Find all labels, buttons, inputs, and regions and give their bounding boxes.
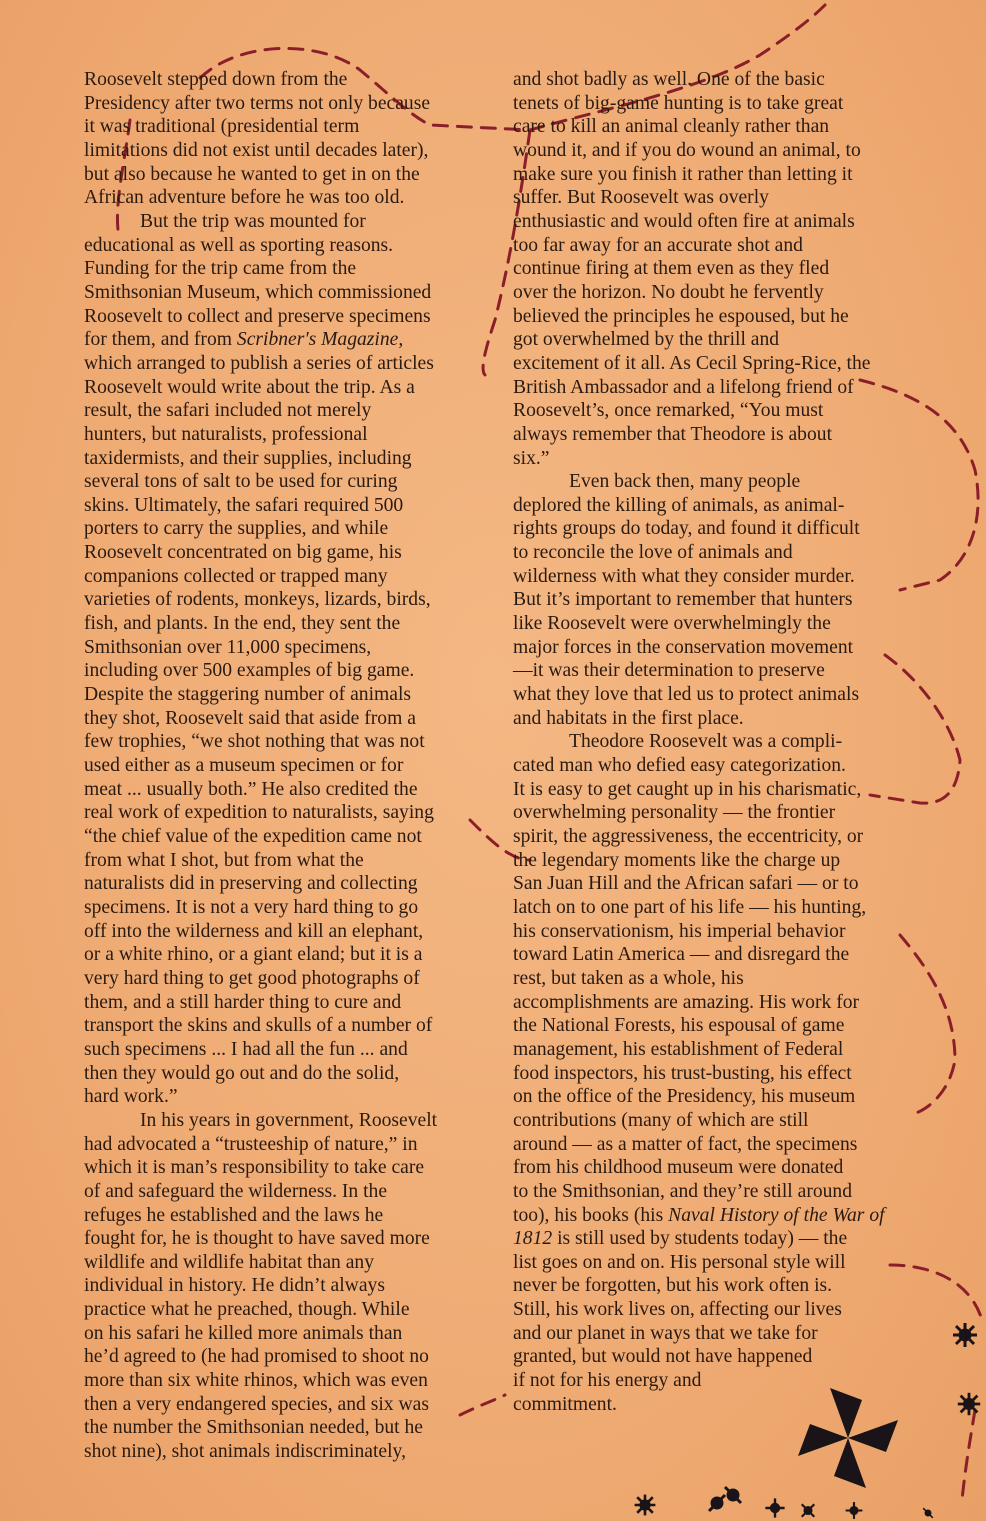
text-line: meat ... usually both.” He also credited the bbox=[84, 778, 418, 800]
text-line: educational as well as sporting reasons. bbox=[84, 234, 394, 256]
text-line: Roosevelt would write about the trip. As a bbox=[84, 376, 415, 398]
text-line: porters to carry the supplies, and while bbox=[84, 518, 389, 540]
paragraph-start-line: In his years in government, Roosevelt bbox=[140, 1109, 438, 1131]
text-line: taxidermists, and their supplies, including bbox=[84, 447, 412, 469]
text-segment: for them, and from bbox=[84, 329, 237, 351]
footprint-icon bbox=[915, 1505, 941, 1521]
text-line: naturalists did in preserving and collecting bbox=[84, 873, 418, 895]
text-line: it was traditional (presidential term bbox=[84, 116, 360, 138]
text-line: —it was their determination to preserve bbox=[513, 660, 825, 682]
text-line: practice what he preached, though. While bbox=[84, 1299, 410, 1321]
text-line: including over 500 examples of big game. bbox=[84, 660, 415, 682]
text-line: Roosevelt’s, once remarked, “You must bbox=[513, 400, 824, 422]
text-line: Smithsonian over 11,000 specimens, bbox=[84, 636, 372, 658]
text-line: he’d agreed to (he had promised to shoot no bbox=[84, 1346, 429, 1368]
text-line: wildlife and wildlife habitat than any bbox=[84, 1251, 375, 1273]
text-line: Funding for the trip came from the bbox=[84, 258, 357, 280]
text-line: more than six white rhinos, which was even bbox=[84, 1370, 428, 1392]
text-line: African adventure before he was too old. bbox=[84, 187, 405, 209]
text-line: had advocated a “trusteeship of nature,” in bbox=[84, 1133, 418, 1155]
text-line: Still, his work lives on, affecting our lives bbox=[513, 1299, 842, 1321]
text-line: his conservationism, his imperial behavior bbox=[513, 920, 846, 942]
text-line bbox=[513, 1204, 933, 1228]
text-line: food inspectors, his trust-busting, his effect bbox=[513, 1062, 852, 1084]
text-line: suffer. But Roosevelt was overly bbox=[513, 187, 769, 209]
text-line: few trophies, “we shot nothing that was not bbox=[84, 731, 425, 753]
paragraph-start-line: But the trip was mounted for bbox=[140, 210, 366, 232]
text-line: to reconcile the love of animals and bbox=[513, 542, 793, 564]
text-line: It is easy to get caught up in his charismatic, bbox=[513, 778, 862, 800]
text-line: British Ambassador and a lifelong friend of bbox=[513, 376, 854, 398]
text-line: excitement of it all. As Cecil Spring-Rice, the bbox=[513, 352, 871, 374]
text-line: fought for, he is thought to have saved more bbox=[84, 1228, 430, 1250]
compass-rose-icon bbox=[790, 1380, 906, 1496]
text-line: several tons of salt to be used for curing bbox=[84, 471, 398, 493]
text-line: from his childhood museum were donated bbox=[513, 1157, 844, 1179]
text-line: varieties of rodents, monkeys, lizards, birds, bbox=[84, 589, 431, 611]
text-line: refuges he established and the laws he bbox=[84, 1204, 384, 1226]
text-line: Roosevelt stepped down from the bbox=[84, 69, 348, 90]
article-left-column bbox=[84, 68, 494, 1464]
text-line: San Juan Hill and the African safari — or to bbox=[513, 873, 859, 895]
footprint-icon bbox=[795, 1500, 821, 1521]
footprint-icon bbox=[632, 1492, 658, 1518]
text-line: on his safari he killed more animals than bbox=[84, 1322, 403, 1344]
text-line: list goes on and on. His personal style will bbox=[513, 1251, 846, 1273]
text-line: over the horizon. No doubt he fervently bbox=[513, 281, 824, 303]
text-line: “the chief value of the expedition came not bbox=[84, 826, 422, 847]
text-line: around — as a matter of fact, the specimens bbox=[513, 1133, 858, 1155]
footprint-icon bbox=[760, 1496, 790, 1520]
text-line: granted, but would not have happened bbox=[513, 1346, 813, 1368]
text-line: real work of expedition to naturalists, saying bbox=[84, 802, 434, 824]
text-line: and our planet in ways that we take for bbox=[513, 1322, 818, 1344]
text-line: believed the principles he espoused, but he bbox=[513, 305, 849, 327]
text-line: rights groups do today, and found it difficult bbox=[513, 518, 860, 540]
text-line: contributions (many of which are still bbox=[513, 1109, 809, 1131]
text-line: major forces in the conservation movement bbox=[513, 636, 854, 658]
text-line: such specimens ... I had all the fun ... and bbox=[84, 1038, 408, 1060]
text-line: wilderness with what they consider murder. bbox=[513, 565, 855, 587]
text-line: very hard thing to get good photographs of bbox=[84, 967, 420, 989]
text-line: off into the wilderness and kill an elephant, bbox=[84, 920, 424, 942]
text-line: Roosevelt concentrated on big game, his bbox=[84, 542, 402, 564]
paragraph-start-line: Even back then, many people bbox=[569, 471, 801, 493]
text-line: toward Latin America — and disregard the bbox=[513, 944, 850, 966]
text-line: accomplishments are amazing. His work for bbox=[513, 991, 860, 1013]
text-line: they shot, Roosevelt said that aside from a bbox=[84, 707, 416, 729]
text-line: what they love that led us to protect animals bbox=[513, 684, 860, 706]
text-line: used either as a museum specimen or for bbox=[84, 755, 404, 777]
text-line: on the office of the Presidency, his museum bbox=[513, 1086, 856, 1108]
text-line: care to kill an animal cleanly rather than bbox=[513, 116, 830, 138]
text-line: But it’s important to remember that hunters bbox=[513, 589, 853, 611]
text-line: to the Smithsonian, and they’re still around bbox=[513, 1180, 853, 1202]
text-line: spirit, the aggressiveness, the eccentricity, or bbox=[513, 826, 864, 847]
book-title: 1812 bbox=[513, 1228, 553, 1250]
text-line: hunters, but naturalists, professional bbox=[84, 423, 368, 445]
text-line: or a white rhino, or a giant eland; but it is a bbox=[84, 944, 423, 966]
footprint-icon bbox=[840, 1500, 868, 1521]
footprint-icon bbox=[705, 1483, 745, 1517]
text-line: tenets of big-game hunting is to take great bbox=[513, 92, 844, 114]
text-line: cated man who defied easy categorization. bbox=[513, 755, 846, 777]
text-line: latch on to one part of his life — his hunting, bbox=[513, 896, 867, 918]
text-line: but also because he wanted to get in on the bbox=[84, 163, 420, 185]
text-line: from what I shot, but from what the bbox=[84, 849, 364, 871]
text-line bbox=[84, 328, 494, 352]
text-line: result, the safari included not merely bbox=[84, 400, 372, 422]
text-line: wound it, and if you do wound an animal, to bbox=[513, 139, 861, 161]
text-line: deplored the killing of animals, as animal- bbox=[513, 494, 845, 516]
text-line: and habitats in the first place. bbox=[513, 707, 744, 729]
text-line: hard work.” bbox=[84, 1086, 178, 1108]
footprint-icon bbox=[955, 1390, 983, 1418]
text-line: Presidency after two terms not only because bbox=[84, 92, 431, 114]
text-line: like Roosevelt were overwhelmingly the bbox=[513, 613, 831, 635]
text-line: fish, and plants. In the end, they sent the bbox=[84, 613, 401, 635]
text-line: Smithsonian Museum, which commissioned bbox=[84, 281, 432, 303]
text-line: companions collected or trapped many bbox=[84, 565, 388, 587]
text-line: shot nine), shot animals indiscriminately, bbox=[84, 1441, 406, 1463]
article-right-column bbox=[513, 68, 933, 1416]
text-line: commitment. bbox=[513, 1393, 617, 1415]
text-line: too far away for an accurate shot and bbox=[513, 234, 803, 256]
text-line: management, his establishment of Federal bbox=[513, 1038, 844, 1060]
text-line: transport the skins and skulls of a number of bbox=[84, 1015, 433, 1037]
paragraph-start-line: Theodore Roosevelt was a compli- bbox=[569, 731, 843, 753]
text-line: then they would go out and do the solid, bbox=[84, 1062, 400, 1084]
text-line: never be forgotten, but his work often is. bbox=[513, 1275, 833, 1297]
text-line: which arranged to publish a series of articles bbox=[84, 352, 434, 374]
footprint-icon bbox=[950, 1320, 980, 1350]
text-line: Roosevelt to collect and preserve specimens bbox=[84, 305, 431, 327]
text-line: got overwhelmed by the thrill and bbox=[513, 329, 780, 351]
book-title: Naval History of the War of bbox=[668, 1204, 885, 1226]
text-segment: too), his books (his bbox=[513, 1204, 669, 1226]
text-line: Despite the staggering number of animals bbox=[84, 684, 412, 706]
text-line: six.” bbox=[513, 447, 550, 469]
text-line: enthusiastic and would often fire at animals bbox=[513, 210, 855, 232]
text-line: the legendary moments like the charge up bbox=[513, 849, 841, 871]
magazine-title: Scribner's Magazine, bbox=[236, 329, 404, 351]
text-line: if not for his energy and bbox=[513, 1370, 702, 1392]
text-line: then a very endangered species, and six was bbox=[84, 1393, 429, 1415]
text-line: always remember that Theodore is about bbox=[513, 423, 833, 445]
text-segment: is still used by students today) — the bbox=[552, 1228, 848, 1250]
text-line: the number the Smithsonian needed, but he bbox=[84, 1417, 424, 1439]
text-line: them, and a still harder thing to cure and bbox=[84, 991, 402, 1013]
text-line: the National Forests, his espousal of game bbox=[513, 1015, 845, 1037]
text-line: rest, but taken as a whole, his bbox=[513, 967, 744, 989]
text-line: and shot badly as well. One of the basic bbox=[513, 69, 825, 90]
text-line: specimens. It is not a very hard thing to go bbox=[84, 896, 419, 918]
text-line: make sure you finish it rather than letting it bbox=[513, 163, 853, 185]
text-line: of and safeguard the wilderness. In the bbox=[84, 1180, 388, 1202]
text-line: continue firing at them even as they fled bbox=[513, 258, 830, 280]
text-line: limitations did not exist until decades later), bbox=[84, 139, 429, 161]
text-line: skins. Ultimately, the safari required 500 bbox=[84, 494, 404, 516]
text-line: individual in history. He didn’t always bbox=[84, 1275, 385, 1297]
text-line: which it is man’s responsibility to take care bbox=[84, 1157, 425, 1179]
text-line bbox=[513, 1227, 933, 1251]
text-line: overwhelming personality — the frontier bbox=[513, 802, 836, 824]
